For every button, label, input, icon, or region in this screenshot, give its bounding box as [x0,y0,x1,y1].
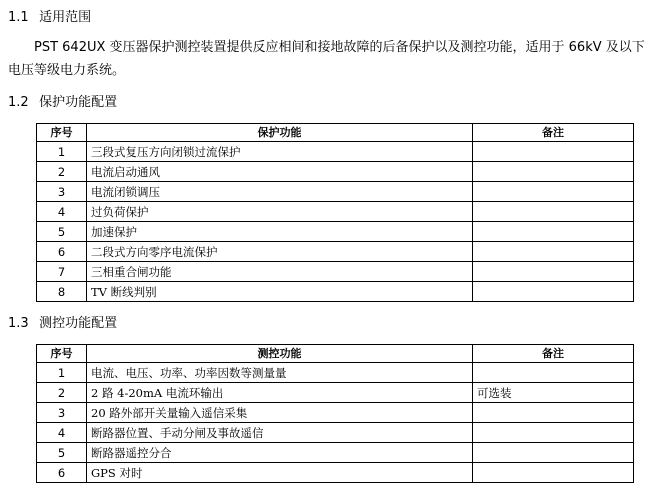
section-heading-1-3 [8,316,117,332]
cell-remark [473,363,634,383]
scope-paragraph: PST 642UX 变压器保护测控装置提供反应相间和接地故障的后备保护以及测控功能，适用于 66kV 及以下电压等级电力系统。 [8,40,645,78]
cell-function: 二段式方向零序电流保护 [87,242,473,262]
cell-serial-no: 6 [37,242,87,262]
header-function: 测控功能 [87,345,473,363]
table-header-row [37,345,634,363]
header-remark: 备注 [473,345,634,363]
header-serial-no: 序号 [37,345,87,363]
cell-serial-no: 8 [37,282,87,302]
section-title: 保护功能配置 [39,95,118,110]
cell-remark [473,282,634,302]
cell-remark [473,202,634,222]
table-row [37,242,634,262]
cell-serial-no: 2 [37,162,87,182]
cell-function: 加速保护 [87,222,473,242]
cell-serial-no: 7 [37,262,87,282]
cell-serial-no: 6 [37,463,87,483]
cell-remark [473,182,634,202]
table-header-row [37,124,634,142]
cell-function: TV 断线判别 [87,282,473,302]
table-row [37,383,634,403]
cell-serial-no: 4 [37,202,87,222]
cell-remark [473,262,634,282]
section-number: 1.2 [8,95,29,110]
cell-remark [473,403,634,423]
header-serial-no: 序号 [37,124,87,142]
cell-function: 2 路 4-20mA 电流环输出 [87,383,473,403]
cell-remark [473,142,634,162]
protection-function-table [36,123,634,302]
table-row [37,202,634,222]
cell-serial-no: 1 [37,363,87,383]
cell-remark [473,222,634,242]
table-row [37,142,634,162]
section-heading-1-1 [8,10,91,26]
section-title: 适用范围 [39,10,92,25]
cell-remark [473,463,634,483]
table-row [37,423,634,443]
table-row [37,443,634,463]
cell-function: 断路器遥控分合 [87,443,473,463]
table-row [37,162,634,182]
cell-function: 三相重合闸功能 [87,262,473,282]
table-row [37,182,634,202]
cell-remark [473,242,634,262]
cell-remark [473,443,634,463]
cell-function: 过负荷保护 [87,202,473,222]
cell-function: 断路器位置、手动分闸及事故遥信 [87,423,473,443]
cell-function: 20 路外部开关量输入遥信采集 [87,403,473,423]
table-row [37,222,634,242]
section-number: 1.3 [8,316,29,331]
table-row [37,403,634,423]
table-row [37,262,634,282]
cell-remark [473,162,634,182]
table-row [37,463,634,483]
cell-function: 三段式复压方向闭锁过流保护 [87,142,473,162]
cell-remark [473,423,634,443]
cell-serial-no: 3 [37,182,87,202]
table-row [37,363,634,383]
header-function: 保护功能 [87,124,473,142]
cell-serial-no: 5 [37,222,87,242]
section-title: 测控功能配置 [39,316,118,331]
cell-remark: 可选装 [473,383,634,403]
cell-function: 电流、电压、功率、功率因数等测量量 [87,363,473,383]
table-row [37,282,634,302]
cell-function: 电流启动通风 [87,162,473,182]
cell-serial-no: 3 [37,403,87,423]
cell-function: GPS 对时 [87,463,473,483]
cell-serial-no: 1 [37,142,87,162]
measurement-control-table [36,344,634,483]
cell-serial-no: 2 [37,383,87,403]
cell-function: 电流闭锁调压 [87,182,473,202]
section-number: 1.1 [8,10,29,25]
header-remark: 备注 [473,124,634,142]
section-heading-1-2 [8,95,117,111]
cell-serial-no: 4 [37,423,87,443]
cell-serial-no: 5 [37,443,87,463]
